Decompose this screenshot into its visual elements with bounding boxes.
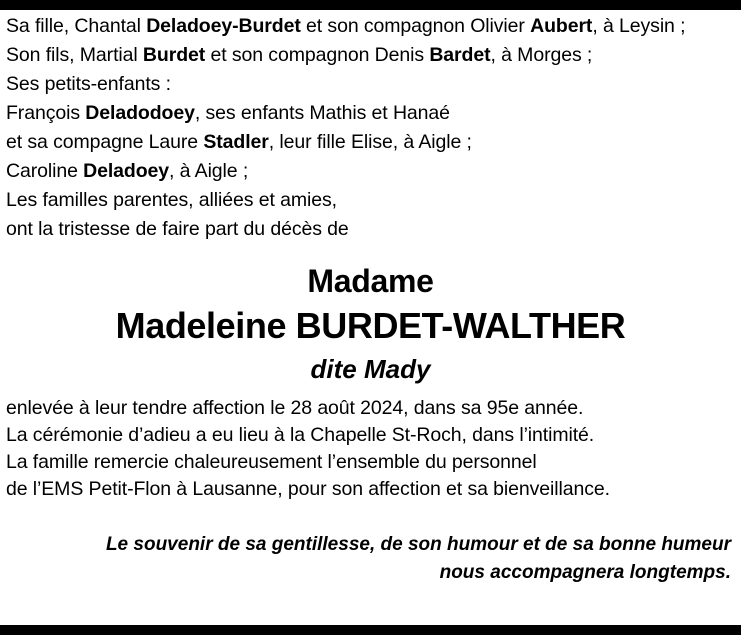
family-text: Ses petits-enfants : — [6, 73, 171, 95]
closing-line: Le souvenir de sa gentillesse, de son humour et de sa bonne humeur — [105, 534, 731, 555]
family-text: et son compagnon Olivier — [300, 15, 531, 37]
body-text — [6, 395, 735, 503]
family-line — [6, 99, 735, 128]
family-name: Burdet — [142, 44, 206, 66]
family-text: , à Leysin ; — [592, 15, 686, 37]
body-line: de l’EMS Petit-Flon à Lausanne, pour son affection et sa bienveillance. — [6, 478, 610, 500]
family-text: Sa fille, Chantal — [6, 15, 147, 37]
body-line: La cérémonie d’adieu a eu lieu à la Chapelle St-Roch, dans l’intimité. — [6, 424, 595, 446]
family-text: Son fils, Martial — [6, 44, 143, 66]
family-line — [6, 41, 735, 70]
family-text: , à Aigle ; — [169, 160, 249, 182]
family-line — [6, 128, 735, 157]
family-text: Les familles parentes, alliées et amies, — [6, 189, 337, 211]
family-text: ont la tristesse de faire part du décès de — [6, 218, 349, 240]
deceased-name: Madeleine BURDET-WALTHER — [115, 305, 626, 346]
family-line — [6, 12, 735, 41]
family-text: Caroline — [6, 160, 84, 182]
bottom-rule — [0, 625, 741, 635]
honorific: Madame — [307, 263, 434, 299]
family-name: Aubert — [530, 15, 593, 37]
family-name: Deladoey-Burdet — [146, 15, 301, 37]
family-text: , leur fille Elise, à Aigle ; — [268, 131, 472, 153]
top-rule — [0, 0, 741, 10]
family-name: Stadler — [203, 131, 269, 153]
deceased-nickname: dite Mady — [310, 354, 431, 384]
family-text: , ses enfants Mathis et Hanaé — [194, 102, 450, 124]
family-text: François — [6, 102, 86, 124]
closing-line: nous accompagnera longtemps. — [439, 562, 731, 583]
family-line — [6, 186, 735, 215]
family-line — [6, 215, 735, 244]
body-line: La famille remercie chaleureusement l’ensemble du personnel — [6, 451, 537, 473]
family-text: , à Morges ; — [490, 44, 593, 66]
family-list — [6, 12, 735, 244]
family-name: Deladoey — [83, 160, 170, 182]
deceased-title-block — [6, 260, 735, 388]
family-text: et sa compagne Laure — [6, 131, 204, 153]
closing-text — [6, 531, 735, 587]
family-name: Bardet — [429, 44, 491, 66]
family-text: et son compagnon Denis — [205, 44, 430, 66]
notice-content — [0, 10, 741, 587]
family-name: Deladodoey — [85, 102, 195, 124]
body-line: enlevée à leur tendre affection le 28 août 2024, dans sa 95e année. — [6, 397, 584, 419]
family-line — [6, 70, 735, 99]
family-line — [6, 157, 735, 186]
